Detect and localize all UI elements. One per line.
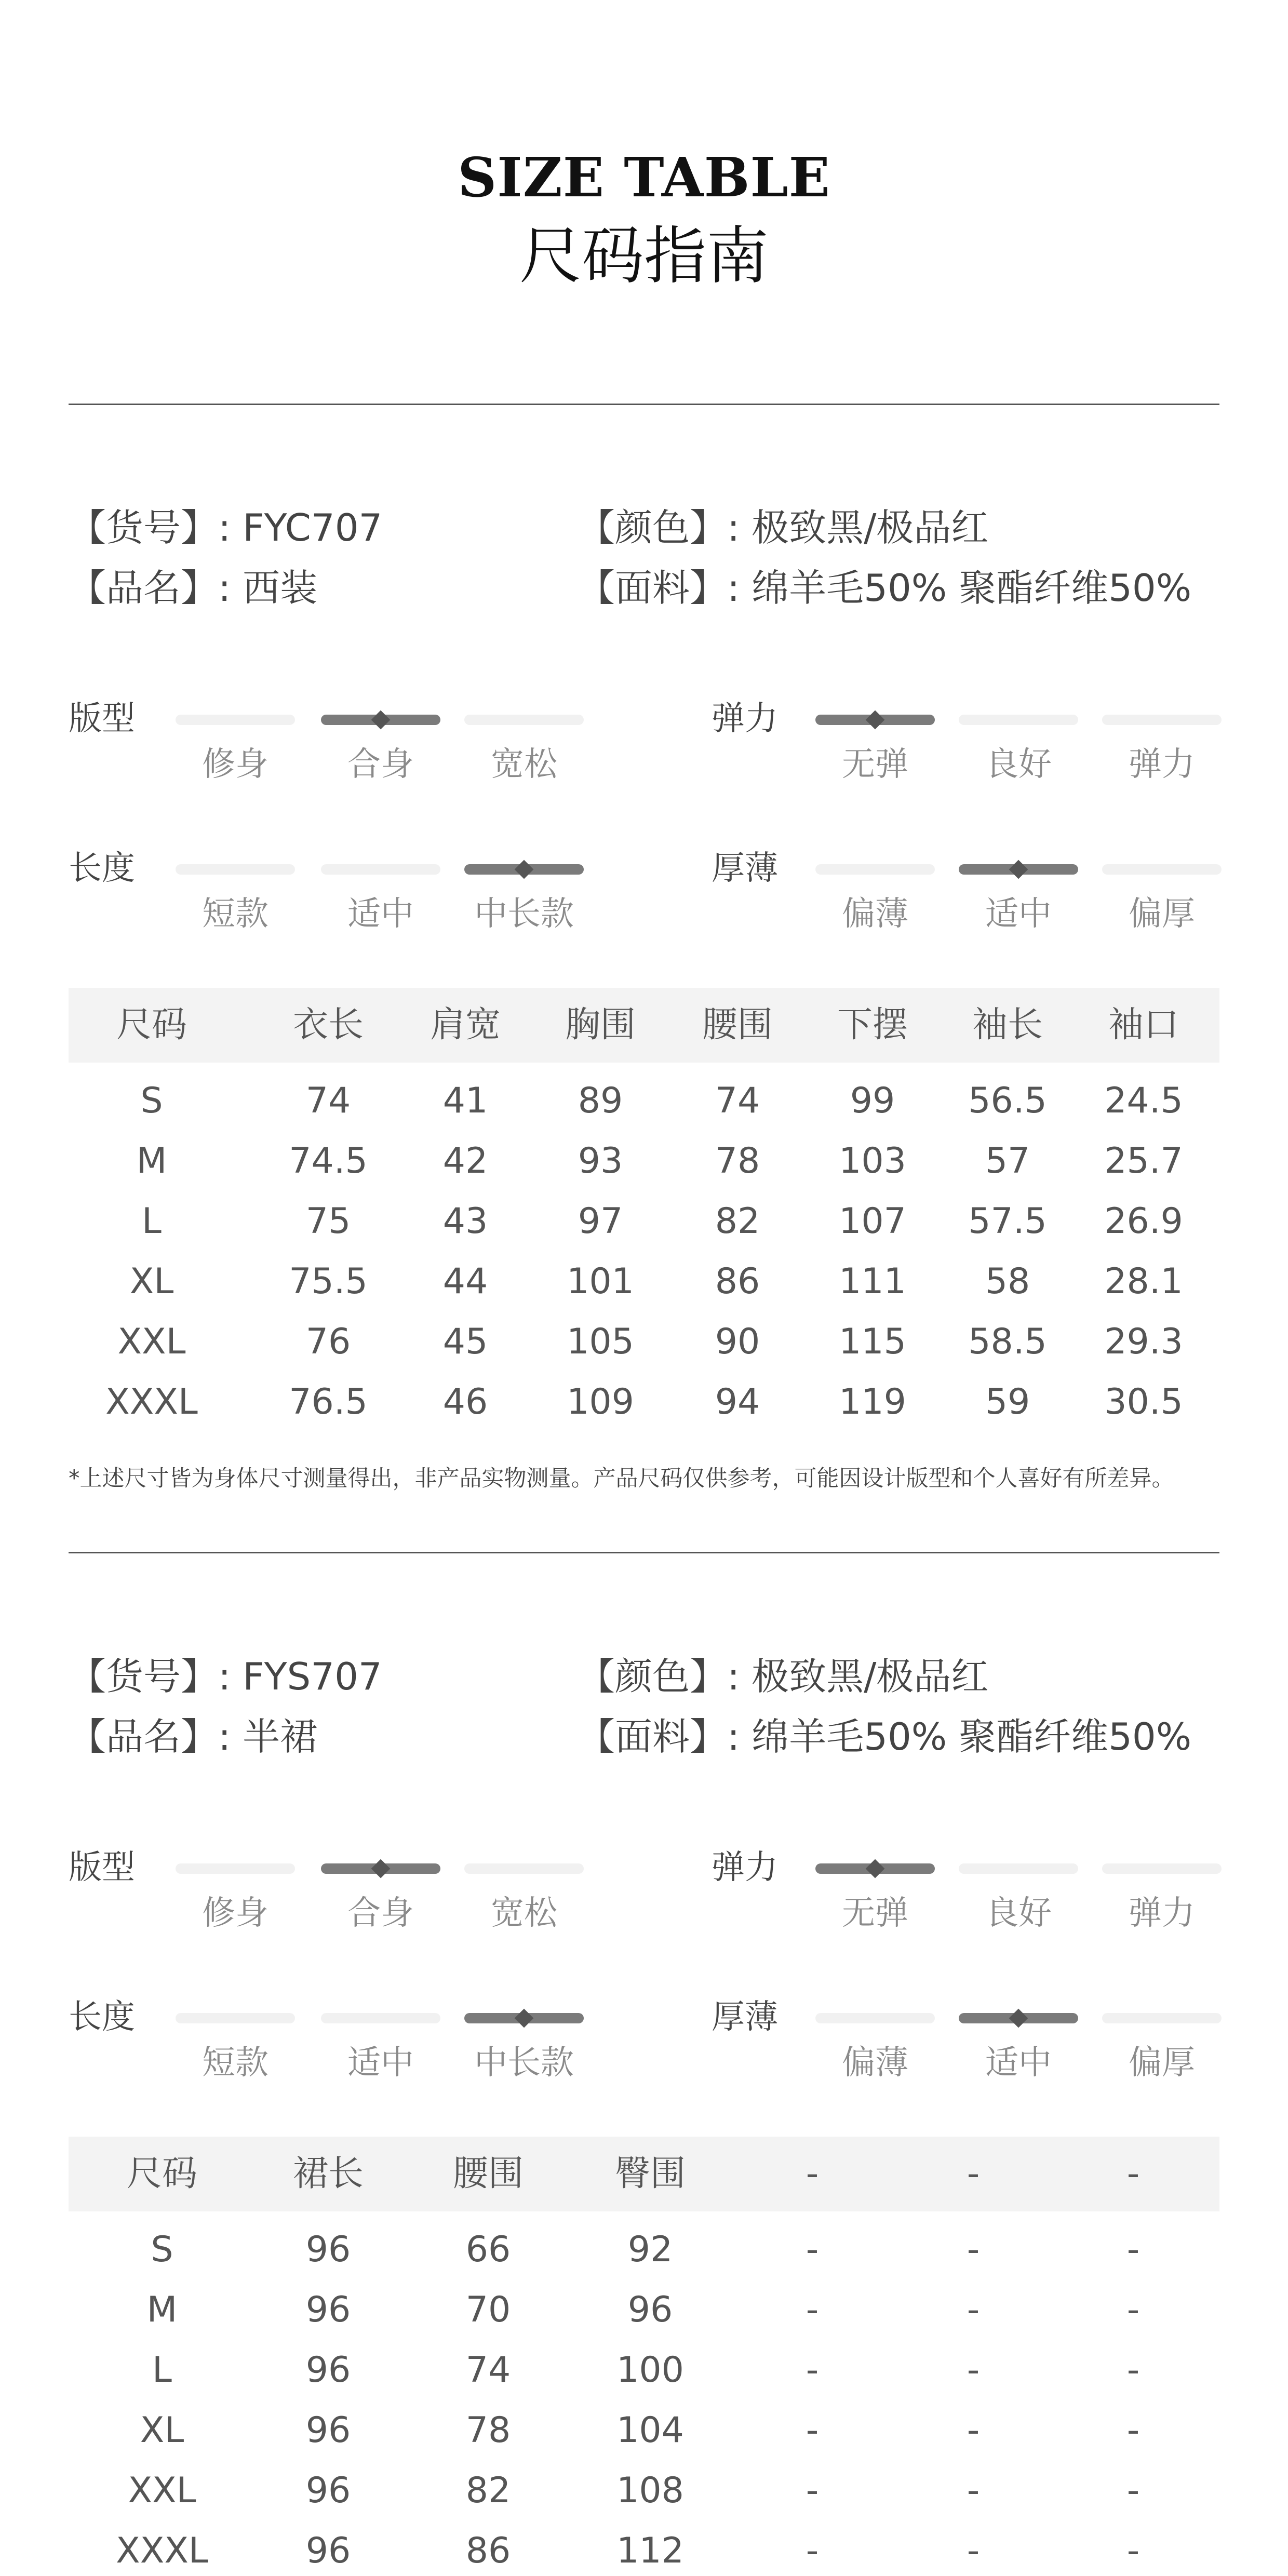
item-fabric: 【面料】: 绵羊毛50% 聚酯纤维50%: [578, 1715, 1192, 1759]
scale-option: 合身: [347, 745, 414, 784]
table-header-cell: 衣长: [292, 1004, 364, 1045]
scale-option: 中长款: [474, 2044, 574, 2082]
table-cell: 82: [715, 1201, 760, 1242]
scale-name: 弹力: [712, 1848, 778, 1887]
table-cell: 75: [305, 1201, 351, 1242]
scale-indicator: [815, 864, 935, 875]
table-cell: -: [967, 2350, 980, 2391]
table-cell: 30.5: [1104, 1381, 1183, 1423]
scale-option: 偏薄: [842, 895, 908, 933]
table-cell: 97: [578, 1201, 623, 1242]
table-row: [69, 2350, 1219, 2394]
table-cell: 105: [567, 1321, 634, 1362]
scale-option: 弹力: [1129, 1894, 1195, 1933]
table-cell: 57.5: [968, 1201, 1047, 1242]
table-cell: M: [146, 2289, 178, 2330]
table-header-cell: 腰围: [452, 2153, 524, 2194]
table-cell: 74: [305, 1080, 351, 1121]
scale-name: 长度: [69, 1998, 135, 2036]
table-cell: 43: [442, 1201, 488, 1242]
table-cell: 78: [715, 1141, 760, 1182]
table-row: [69, 2410, 1219, 2454]
scale-name: 弹力: [712, 700, 778, 738]
table-cell: 94: [715, 1381, 760, 1423]
scale-indicator-selected: [815, 1863, 935, 1874]
table-cell: -: [1126, 2470, 1140, 2511]
scale-indicator-selected: [959, 2013, 1078, 2023]
table-cell: L: [142, 1201, 162, 1242]
table-cell: L: [152, 2350, 172, 2391]
table-header-cell: 尺码: [116, 1004, 187, 1045]
scale-option: 合身: [347, 1894, 414, 1933]
table-cell: 46: [442, 1381, 488, 1423]
table-cell: 86: [715, 1261, 760, 1302]
table-cell: 26.9: [1104, 1201, 1183, 1242]
table-cell: 99: [850, 1080, 895, 1121]
table-cell: 66: [465, 2229, 511, 2270]
table-cell: 96: [627, 2289, 673, 2330]
table-cell: 108: [616, 2470, 684, 2511]
table-cell: XL: [140, 2410, 184, 2451]
scale-indicator: [1102, 864, 1222, 875]
table-cell: 75.5: [289, 1261, 368, 1302]
item-name: 【品名】: 半裙: [69, 1715, 318, 1759]
table-cell: -: [967, 2410, 980, 2451]
scale-option: 短款: [202, 895, 269, 933]
scale-indicator: [321, 864, 440, 875]
table-cell: -: [1126, 2350, 1140, 2391]
table-cell: 96: [305, 2530, 351, 2571]
scale-option: 偏薄: [842, 2044, 908, 2082]
table-cell: 41: [442, 1080, 488, 1121]
table-cell: 107: [839, 1201, 906, 1242]
scale-indicator: [176, 2013, 295, 2023]
scale-indicator: [176, 1863, 295, 1874]
table-header-cell: 腰围: [702, 1004, 773, 1045]
table-cell: 74: [465, 2350, 511, 2391]
scale-option: 修身: [202, 1894, 269, 1933]
table-row: [69, 2530, 1219, 2575]
table-cell: 96: [305, 2289, 351, 2330]
table-cell: 100: [616, 2350, 684, 2391]
table-cell: 96: [305, 2229, 351, 2270]
item-color: 【颜色】: 极致黑/极品红: [578, 506, 989, 549]
title-chinese: 尺码指南: [519, 220, 769, 292]
scale-indicator: [464, 1863, 584, 1874]
table-header-cell: 裙长: [292, 2153, 364, 2194]
table-cell: 45: [442, 1321, 488, 1362]
table-cell: 109: [567, 1381, 634, 1423]
table-cell: -: [967, 2229, 980, 2270]
table-cell: 70: [465, 2289, 511, 2330]
table-row: [69, 2289, 1219, 2334]
table-cell: 58: [985, 1261, 1030, 1302]
scale-name: 厚薄: [712, 849, 778, 888]
table-cell: 112: [616, 2530, 684, 2571]
table-cell: 74.5: [289, 1141, 368, 1182]
table-header-cell: 肩宽: [430, 1004, 501, 1045]
table-cell: 111: [839, 1261, 906, 1302]
table-header-cell: 袖长: [972, 1004, 1043, 1045]
scale-option: 中长款: [474, 895, 574, 933]
scale-indicator-selected: [815, 715, 935, 725]
scale-option: 良好: [985, 745, 1052, 784]
table-cell: -: [806, 2410, 819, 2451]
table-cell: S: [151, 2229, 173, 2270]
table-cell: -: [806, 2470, 819, 2511]
table-cell: 89: [578, 1080, 623, 1121]
table-cell: 86: [465, 2530, 511, 2571]
table-cell: 115: [839, 1321, 906, 1362]
table-cell: -: [967, 2470, 980, 2511]
table-cell: 58.5: [968, 1321, 1047, 1362]
table-cell: 42: [442, 1141, 488, 1182]
table-cell: 101: [567, 1261, 634, 1302]
scale-indicator: [959, 715, 1078, 725]
scale-option: 偏厚: [1129, 2044, 1195, 2082]
table-cell: 78: [465, 2410, 511, 2451]
scale-indicator-selected: [321, 715, 440, 725]
scale-elasticity: [712, 702, 1252, 806]
table-cell: 92: [627, 2229, 673, 2270]
table-cell: 96: [305, 2410, 351, 2451]
table-cell: 104: [616, 2410, 684, 2451]
table-cell: -: [1126, 2410, 1140, 2451]
table-cell: -: [1126, 2229, 1140, 2270]
table-cell: -: [806, 2530, 819, 2571]
table-cell: 56.5: [968, 1080, 1047, 1121]
scale-indicator: [176, 715, 295, 725]
table-cell: 76.5: [289, 1381, 368, 1423]
scale-option: 短款: [202, 2044, 269, 2082]
scale-option: 弹力: [1129, 745, 1195, 784]
scale-option: 适中: [347, 895, 414, 933]
scale-option: 无弹: [842, 1894, 908, 1933]
scale-name: 厚薄: [712, 1998, 778, 2036]
table-cell: S: [140, 1080, 163, 1121]
item-code: 【货号】: FYC707: [69, 506, 383, 549]
table-cell: 90: [715, 1321, 760, 1362]
table-header: [69, 988, 1219, 1063]
scale-name: 版型: [69, 1848, 135, 1887]
table-cell: 96: [305, 2350, 351, 2391]
table-cell: -: [806, 2350, 819, 2391]
table-cell: XXXL: [105, 1381, 198, 1423]
table-header-cell: 下摆: [837, 1004, 908, 1045]
table-cell: -: [1126, 2530, 1140, 2571]
scale-indicator-selected: [321, 1863, 440, 1874]
scale-indicator-selected: [464, 2013, 584, 2023]
table-header-cell: 臀围: [614, 2153, 686, 2194]
table-header-cell: -: [1126, 2153, 1140, 2194]
scale-option: 宽松: [491, 1894, 557, 1933]
scale-length: [69, 1998, 609, 2104]
table-cell: 24.5: [1104, 1080, 1183, 1121]
table-cell: -: [967, 2289, 980, 2330]
table-header-cell: 胸围: [565, 1004, 636, 1045]
scale-indicator: [959, 1863, 1078, 1874]
scale-elasticity: [712, 1848, 1252, 1955]
scale-thickness: [712, 849, 1252, 956]
size-table-skirt: [69, 2137, 1219, 2573]
table-cell: M: [136, 1141, 167, 1182]
scale-option: 适中: [347, 2044, 414, 2082]
scale-indicator: [321, 2013, 440, 2023]
table-cell: 82: [465, 2470, 511, 2511]
table-cell: -: [1126, 2289, 1140, 2330]
item-fabric: 【面料】: 绵羊毛50% 聚酯纤维50%: [578, 566, 1192, 610]
product-skirt: [0, 1149, 1288, 2571]
table-cell: 96: [305, 2470, 351, 2511]
table-header-cell: 尺码: [126, 2153, 197, 2194]
scale-option: 偏厚: [1129, 895, 1195, 933]
table-cell: 59: [985, 1381, 1030, 1423]
scale-indicator: [1102, 1863, 1222, 1874]
scale-indicator: [1102, 2013, 1222, 2023]
item-name: 【品名】: 西装: [69, 566, 318, 610]
scale-indicator: [464, 715, 584, 725]
table-cell: XXL: [117, 1321, 186, 1362]
table-row: [69, 1080, 1219, 1125]
scale-option: 适中: [985, 2044, 1052, 2082]
table-row: [69, 2229, 1219, 2274]
table-cell: 57: [985, 1141, 1030, 1182]
item-color: 【颜色】: 极致黑/极品红: [578, 1655, 989, 1698]
table-header: [69, 2137, 1219, 2211]
table-row: [69, 2470, 1219, 2515]
scale-name: 版型: [69, 700, 135, 738]
table-cell: 74: [715, 1080, 760, 1121]
table-cell: -: [806, 2289, 819, 2330]
scale-indicator: [1102, 715, 1222, 725]
table-cell: 29.3: [1104, 1321, 1183, 1362]
scale-indicator: [176, 864, 295, 875]
table-cell: XXXL: [116, 2530, 208, 2571]
table-header-cell: 袖口: [1108, 1004, 1179, 1045]
scale-name: 长度: [69, 849, 135, 888]
scale-length: [69, 849, 609, 956]
table-cell: 103: [839, 1141, 906, 1182]
table-cell: XXL: [128, 2470, 196, 2511]
scale-option: 修身: [202, 745, 269, 784]
table-header-cell: -: [806, 2153, 819, 2194]
scale-option: 适中: [985, 895, 1052, 933]
table-header-cell: -: [967, 2153, 980, 2194]
table-cell: 44: [442, 1261, 488, 1302]
table-cell: 25.7: [1104, 1141, 1183, 1182]
scale-fit: [69, 1848, 609, 1955]
table-cell: -: [806, 2229, 819, 2270]
size-note: *上述尺寸皆为身体尺寸测量得出，非产品实物测量。产品尺码仅供参考，可能因设计版型和个人喜好有所差异。: [69, 1466, 1174, 1492]
scale-option: 良好: [985, 1894, 1052, 1933]
scale-indicator-selected: [464, 864, 584, 875]
item-code: 【货号】: FYS707: [69, 1655, 382, 1698]
table-cell: XL: [129, 1261, 174, 1302]
table-cell: 28.1: [1104, 1261, 1183, 1302]
table-cell: 93: [578, 1141, 623, 1182]
scale-thickness: [712, 1998, 1252, 2104]
title-english: SIZE TABLE: [458, 145, 830, 209]
scale-option: 无弹: [842, 745, 908, 784]
scale-indicator: [815, 2013, 935, 2023]
table-cell: 76: [305, 1321, 351, 1362]
scale-option: 宽松: [491, 745, 557, 784]
scale-fit: [69, 702, 609, 806]
table-cell: 119: [839, 1381, 906, 1423]
table-cell: -: [967, 2530, 980, 2571]
scale-indicator-selected: [959, 864, 1078, 875]
